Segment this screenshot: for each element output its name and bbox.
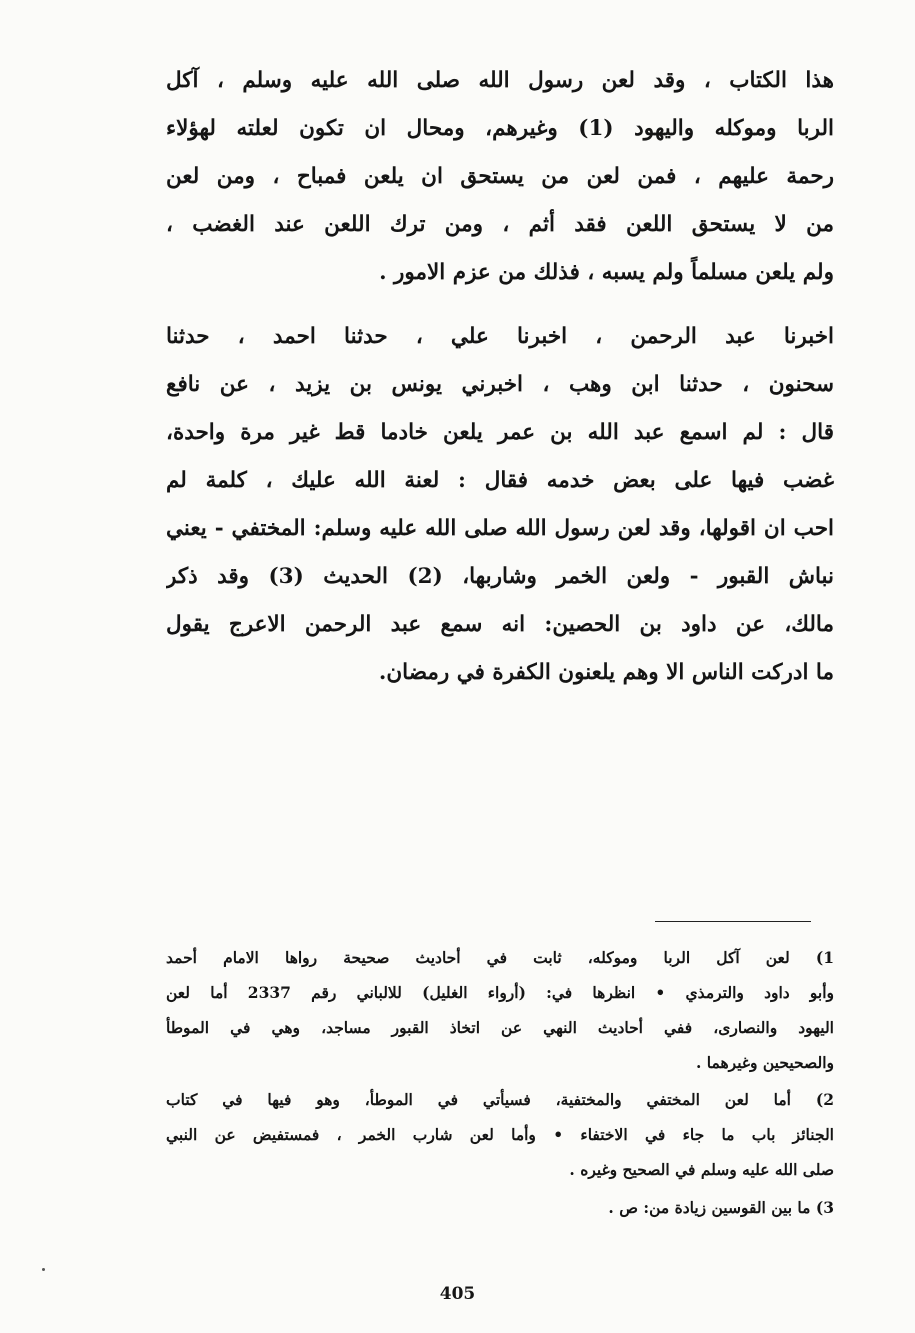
footnote-line: صلى الله عليه وسلم في الصحيح وغيره . <box>569 1160 834 1179</box>
text-line: رحمة عليهم ، فمن لعن من يستحق ان يلعن فمباح ، ومن لعن <box>166 164 834 189</box>
text-line: هذا الكتاب ، وقد لعن رسول الله صلى الله عليه وسلم ، آكل <box>166 68 834 93</box>
text-line: من لا يستحق اللعن فقد أثم ، ومن ترك اللعن عند الغضب ، <box>166 212 834 237</box>
footnote-line: 2) أما لعن المختفي والمختفية، فسيأتي في الموطأ، وهو فيها في كتاب <box>166 1090 834 1109</box>
footnote-line: 1) لعن آكل الربا وموكله، ثابت في أحاديث صحيحة رواها الامام أحمد <box>166 948 834 967</box>
footnote-line: 3) ما بين القوسين زيادة من: ص . <box>608 1198 834 1217</box>
footnote-3 <box>166 1190 834 1225</box>
paragraph-1 <box>166 57 834 297</box>
text-line: مالك، عن داود بن الحصين: انه سمع عبد الرحمن الاعرج يقول <box>166 612 834 637</box>
text-line: ما ادركت الناس الا وهم يلعنون الكفرة في رمضان. <box>378 660 834 685</box>
text-line: غضب فيها على بعض خدمه فقال : لعنة الله عليك ، كلمة لم <box>166 468 834 493</box>
scan-speck <box>42 1268 45 1271</box>
footnote-line: اليهود والنصارى، ففي أحاديث النهي عن اتخاذ القبور مساجد، وهي في الموطأ <box>166 1018 834 1037</box>
paragraph-2 <box>166 313 834 697</box>
text-line: ولم يلعن مسلماً ولم يسبه ، فذلك من عزم الامور . <box>379 260 834 285</box>
footnote-1 <box>166 940 834 1080</box>
text-line: اخبرنا عبد الرحمن ، اخبرنا علي ، حدثنا احمد ، حدثنا <box>166 324 834 349</box>
text-line: قال : لم اسمع عبد الله بن عمر يلعن خادما قط غير مرة واحدة، <box>166 420 834 445</box>
footnote-2 <box>166 1082 834 1187</box>
text-line: سحنون ، حدثنا ابن وهب ، اخبرني يونس بن يزيد ، عن نافع <box>166 372 834 397</box>
text-line: احب ان اقولها، وقد لعن رسول الله صلى الله عليه وسلم: المختفي - يعني <box>166 516 834 541</box>
footnote-line: وأبو داود والترمذي • انظرها في: (أرواء الغليل) للالباني رقم 2337 أما لعن <box>166 983 834 1002</box>
text-line: نباش القبور - ولعن الخمر وشاربها، (2) الحديث (3) وقد ذكر <box>166 564 834 589</box>
footnote-line: الجنائز باب ما جاء في الاختفاء • وأما لعن شارب الخمر ، فمستفيض عن النبي <box>166 1125 834 1144</box>
footnote-separator <box>655 921 811 922</box>
page-number: 405 <box>439 1284 476 1304</box>
text-line: الربا وموكله واليهود (1) وغيرهم، ومحال ان تكون لعلته لهؤلاء <box>166 116 834 141</box>
footnote-line: والصحيحين وغيرهما . <box>696 1053 834 1072</box>
